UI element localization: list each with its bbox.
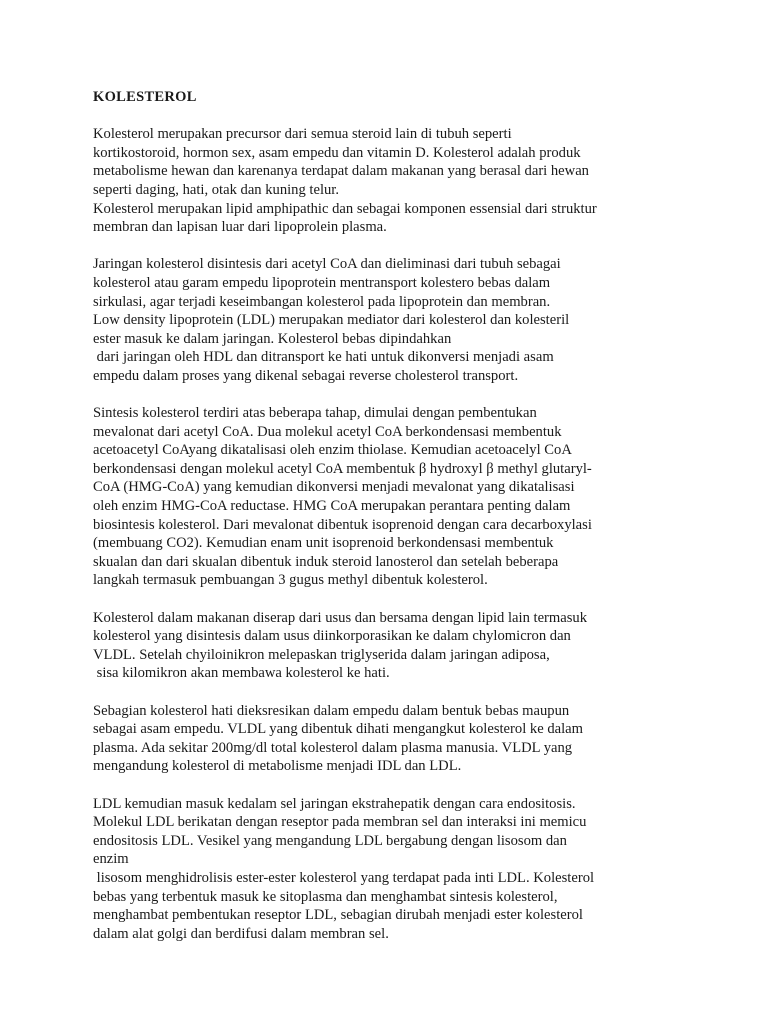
text-line: mevalonat dari acetyl CoA. Dua molekul acetyl CoA berkondensasi membentuk [93, 423, 562, 440]
paragraph [93, 795, 753, 944]
text-line: sisa kilomikron akan membawa kolesterol ke hati. [93, 665, 390, 682]
paragraph [93, 125, 753, 237]
text-line: endositosis LDL. Vesikel yang mengandung LDL bergabung dengan lisosom dan [93, 832, 567, 849]
text-line: skualan dan dari skualan dibentuk induk steroid lanosterol dan setelah beberapa [93, 553, 559, 570]
text-line: kolesterol yang disintesis dalam usus diinkorporasikan ke dalam chylomicron dan [93, 628, 571, 645]
text-line: menghambat pembentukan reseptor LDL, sebagian dirubah menjadi ester kolesterol [93, 907, 583, 924]
text-line: LDL kemudian masuk kedalam sel jaringan ekstrahepatik dengan cara endositosis. [93, 795, 576, 812]
text-line: membran dan lapisan luar dari lipoprolein plasma. [93, 219, 387, 236]
paragraph [93, 255, 753, 385]
text-line: sebagai asam empedu. VLDL yang dibentuk dihati mengangkut kolesterol ke dalam [93, 721, 583, 738]
text-line: bebas yang terbentuk masuk ke sitoplasma dan menghambat sintesis kolesterol, [93, 888, 558, 905]
text-line: VLDL. Setelah chyiloinikron melepaskan triglyserida dalam jaringan adiposa, [93, 646, 550, 663]
text-line: Kolesterol merupakan precursor dari semua steroid lain di tubuh seperti [93, 126, 512, 143]
text-line: dalam alat golgi dan berdifusi dalam membran sel. [93, 925, 389, 942]
text-line: (membuang CO2). Kemudian enam unit isoprenoid berkondensasi membentuk [93, 535, 554, 552]
text-line: CoA (HMG-CoA) yang kemudian dikonversi menjadi mevalonat yang dikatalisasi [93, 479, 575, 496]
text-line: Kolesterol merupakan lipid amphipathic dan sebagai komponen essensial dari struktur [93, 200, 597, 217]
text-line: ester masuk ke dalam jaringan. Kolesterol bebas dipindahkan [93, 330, 452, 347]
text-line: Low density lipoprotein (LDL) merupakan mediator dari kolesterol dan kolesteril [93, 312, 570, 329]
text-line: acetoacetyl CoAyang dikatalisasi oleh enzim thiolase. Kemudian acetoacelyl CoA [93, 442, 572, 459]
text-line: Sintesis kolesterol terdiri atas beberapa tahap, dimulai dengan pembentukan [93, 405, 537, 422]
text-line: Molekul LDL berikatan dengan reseptor pada membran sel dan interaksi ini memicu [93, 814, 587, 831]
text-line: seperti daging, hati, otak dan kuning telur. [93, 181, 340, 198]
text-line: dari jaringan oleh HDL dan ditransport ke hati untuk dikonversi menjadi asam [93, 349, 554, 366]
paragraph [93, 609, 753, 683]
text-line: biosintesis kolesterol. Dari mevalonat dibentuk isoprenoid dengan cara decarboxylasi [93, 516, 592, 533]
text-line: langkah termasuk pembuangan 3 gugus methyl dibentuk kolesterol. [93, 572, 488, 589]
text-line: mengandung kolesterol di metabolisme menjadi IDL dan LDL. [93, 758, 462, 775]
document-page [93, 88, 753, 962]
text-line: oleh enzim HMG-CoA reductase. HMG CoA merupakan perantara penting dalam [93, 498, 571, 515]
text-line: sirkulasi, agar terjadi keseimbangan kolesterol pada lipoprotein dan membran. [93, 293, 551, 310]
text-line: metabolisme hewan dan karenanya terdapat dalam makanan yang berasal dari hewan [93, 163, 589, 180]
text-line: empedu dalam proses yang dikenal sebagai reverse cholesterol transport. [93, 367, 519, 384]
text-line: lisosom menghidrolisis ester-ester kolesterol yang terdapat pada inti LDL. Kolesterol [93, 869, 595, 886]
paragraph [93, 404, 753, 590]
document-title: KOLESTEROL [93, 89, 197, 105]
text-line: Sebagian kolesterol hati dieksresikan dalam empedu dalam bentuk bebas maupun [93, 702, 570, 719]
text-line: Kolesterol dalam makanan diserap dari usus dan bersama dengan lipid lain termasuk [93, 609, 588, 626]
text-line: kolesterol atau garam empedu lipoprotein mentransport kolestero bebas dalam [93, 274, 551, 291]
paragraph [93, 702, 753, 776]
text-line: berkondensasi dengan molekul acetyl CoA membentuk β hydroxyl β methyl glutaryl- [93, 460, 592, 477]
text-line: kortikostoroid, hormon sex, asam empedu dan vitamin D. Kolesterol adalah produk [93, 144, 581, 161]
text-line: Jaringan kolesterol disintesis dari acetyl CoA dan dieliminasi dari tubuh sebagai [93, 256, 561, 273]
text-line: enzim [93, 851, 129, 868]
text-line: plasma. Ada sekitar 200mg/dl total kolesterol dalam plasma manusia. VLDL yang [93, 739, 573, 756]
